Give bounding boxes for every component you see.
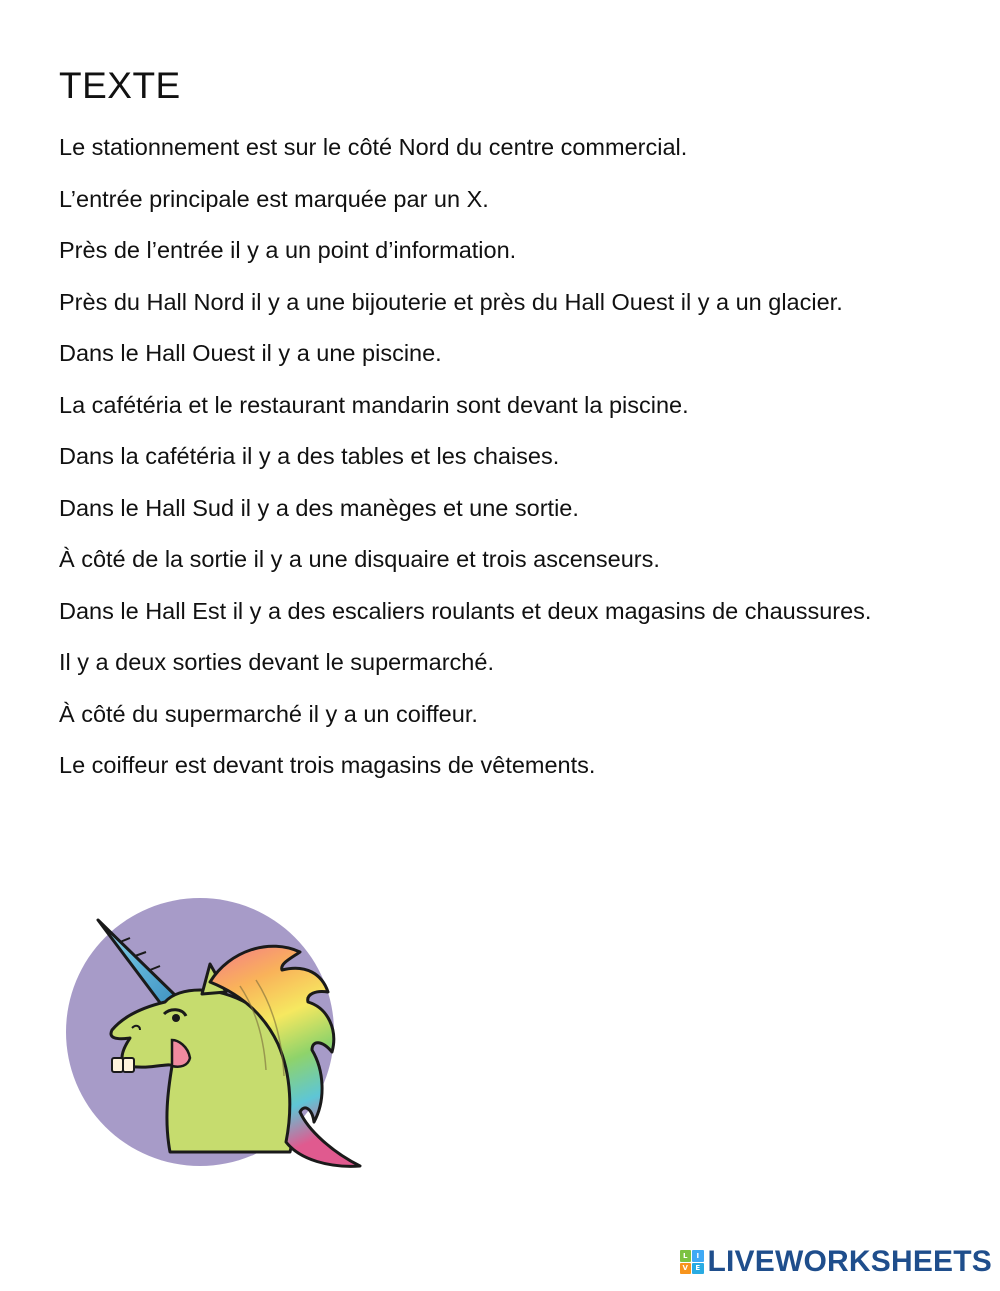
paragraph-3: Près de l’entrée il y a un point d’information. (59, 237, 517, 263)
paragraph-11: Il y a deux sorties devant le supermarché. (59, 649, 494, 675)
paragraph-5: Dans le Hall Ouest il y a une piscine. (59, 340, 442, 366)
paragraph-7: Dans la cafétéria il y a des tables et les chaises. (59, 443, 560, 469)
text-body (59, 128, 889, 798)
paragraph-6: La cafétéria et le restaurant mandarin sont devant la piscine. (59, 391, 689, 418)
paragraph-12: À côté du supermarché il y a un coiffeur. (59, 700, 478, 727)
paragraph-8: Dans le Hall Sud il y a des manèges et une sortie. (59, 494, 579, 521)
logo-mark-icon (680, 1250, 704, 1274)
paragraph-4: Près du Hall Nord il y a une bijouterie et près du Hall Ouest il y a un glacier. (59, 288, 843, 315)
unicorn-illustration (60, 890, 370, 1175)
paragraph-10: Dans le Hall Est il y a des escaliers roulants et deux magasins de chaussures. (59, 597, 872, 624)
logo-text: LIVEWORKSHEETS (707, 1245, 992, 1278)
logo-mark-letter-i: I (692, 1250, 704, 1262)
paragraph-2: L’entrée principale est marquée par un X. (59, 185, 489, 212)
liveworksheets-logo[interactable] (680, 1247, 993, 1277)
logo-mark-letter-l: L (680, 1250, 692, 1262)
page-title: TEXTE (59, 65, 181, 106)
paragraph-13: Le coiffeur est devant trois magasins de vêtements. (59, 752, 596, 778)
paragraph-1: Le stationnement est sur le côté Nord du centre commercial. (59, 134, 688, 160)
paragraph-9: À côté de la sortie il y a une disquaire et trois ascenseurs. (59, 546, 660, 572)
logo-mark-letter-v: V (680, 1263, 692, 1275)
logo-mark-letter-e: E (692, 1263, 704, 1275)
